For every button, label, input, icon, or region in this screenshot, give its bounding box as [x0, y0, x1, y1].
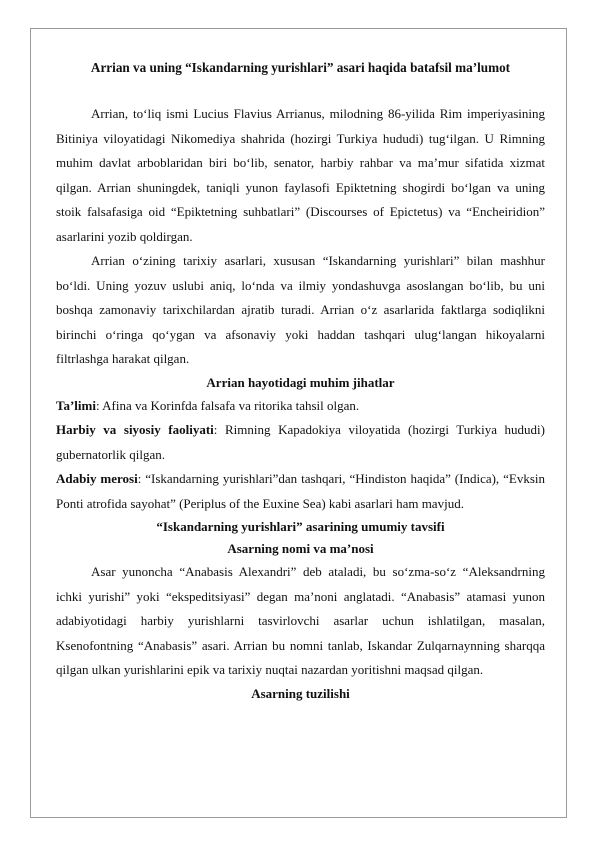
- item-career-text: : Rimning Kapadokiya viloyatida (hozirgi Turkiya hududi) gubernatorlik qilgan.: [56, 422, 545, 462]
- document-body: [56, 58, 545, 705]
- item-education-label: Ta’limi: [56, 397, 96, 413]
- item-education-text: : Afina va Korinfda falsafa va ritorika tahsil olgan.: [95, 397, 360, 413]
- item-legacy-label: Adabiy merosi: [56, 471, 138, 486]
- paragraph-anabasis: Asar yunoncha “Anabasis Alexandri” deb ataladi, bu so‘zma-so‘z “Aleksandrning ichki yurishi” yoki “ekspeditsiyasi” degan ma’noni anglatadi. “Anabasis” atamasi yunon adabiyotidagi harbiy yurishlarni tasvirlovchi asarlar uchun ishlatilgan, masalan, Ksenofontning “Anabasis” asari. Arrian bu nomni tanlab, Iskandar Zulqarnaynning sharqqa qilgan ulkan yurishlarini epik va tarixiy nuqtai nazardan yoritishni maqsad qilgan.: [56, 564, 545, 677]
- section-heading-life: Arrian hayotidagi muhim jihatlar: [206, 374, 395, 390]
- section-heading-structure: Asarning tuzilishi: [251, 685, 350, 701]
- paragraph-biography: Arrian, to‘liq ismi Lucius Flavius Arrianus, milodning 86-yilida Rim imperiyasining Bitiniya viloyatidagi Nikomediya shahrida (hozirgi Turkiya hududi) tug‘ilgan. U Rimning muhim davlat arboblaridan biri bo‘lib, senator, harbiy rahbar va ma’mur sifatida xizmat qilgan. Arrian shuningdek, taniqli yunon faylasofi Epiktetning shogirdi bo‘lgan va uning stoik falsafasiga oid “Epiktetning suhbatlari” (Discourses of Epictetus) va “Encheiridion” asarlarini yozib qoldirgan.: [56, 106, 545, 244]
- item-legacy: [56, 467, 545, 516]
- paragraph-historical-works: Arrian o‘zining tarixiy asarlari, xususan “Iskandarning yurishlari” bilan mashhur bo‘ldi. Uning yozuv uslubi aniq, lo‘nda va ilmiy yondashuvga asoslangan bo‘lib, bu uni boshqa zamonaviy tarixchilardan ajratib turadi. Arrian o‘z asarlarida faktlarga sodiqlikni birinchi o‘ringa qo‘ygan va afsonaviy yoki haddan tashqari ulug‘langan hikoyalarni filtrlashga harakat qilgan.: [56, 253, 545, 366]
- item-legacy-text: : “Iskandarning yurishlari”dan tashqari, “Hindiston haqida” (Indica), “Evksin Ponti atrofida sayohat” (Periplus of the Euxine Sea) kabi asarlari ham mavjud.: [56, 471, 545, 511]
- section-heading-name-meaning: Asarning nomi va ma’nosi: [227, 541, 374, 556]
- document-title: Arrian va uning “Iskandarning yurishlari” asari haqida batafsil ma’lumot: [90, 60, 511, 75]
- section-heading-overview: “Iskandarning yurishlari” asarining umumiy tavsifi: [156, 519, 445, 534]
- item-career-label: Harbiy va siyosiy faoliyati: [56, 422, 214, 437]
- item-career: [56, 418, 545, 467]
- item-education: [56, 394, 545, 419]
